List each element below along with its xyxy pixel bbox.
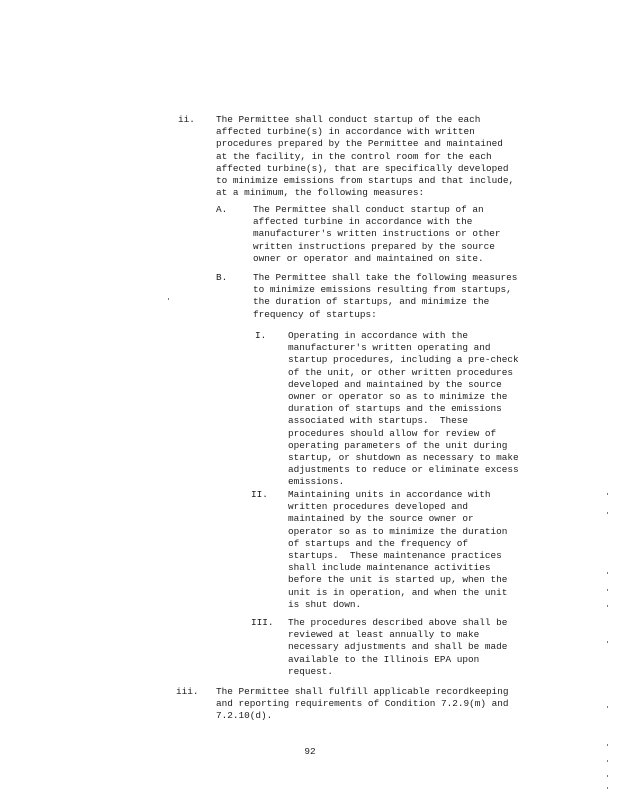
item-A-text: The Permittee shall conduct startup of an affected turbine in accordance with the manufacturer's written instructions or other written instructions prepared by the source owner or operator and maintained on site. xyxy=(253,204,501,264)
item-A-number: A. xyxy=(216,204,228,215)
item-III-number: III. xyxy=(251,617,274,628)
page-number: 92 xyxy=(304,746,316,757)
item-I-number: I. xyxy=(255,330,267,341)
item-iii-number: iii. xyxy=(176,686,199,697)
item-B-text: The Permittee shall take the following measures to minimize emissions resulting from startups, the duration of startups, and minimize the frequency of startups: xyxy=(253,272,518,320)
item-B-number: B. xyxy=(216,272,228,283)
item-iii-text: The Permittee shall fulfill applicable recordkeeping and reporting requirements of Condition 7.2.9(m) and 7.2.10(d). xyxy=(216,686,509,722)
item-ii-text: The Permittee shall conduct startup of the each affected turbine(s) in accordance with written procedures prepared by the Permittee and maintained at the facility, in the control room for the each affected turbine(s), that are specifically developed to minimize emissions from startups and that include, at a minimum, the following measures: xyxy=(216,114,515,199)
item-II-number: II. xyxy=(251,489,268,500)
item-I-text: Operating in accordance with the manufacturer's written operating and startup procedures, including a pre-check of the unit, or other written procedures developed and maintained by the source owner or operator so as to minimize the duration of startups and the emissions associated with startups. These procedures should allow for review of operating parameters of the unit during startup, or shutdown as necessary to make adjustments to reduce or eliminate excess emissions. xyxy=(288,330,519,488)
item-III-text: The procedures described above shall be reviewed at least annually to make necessary adjustments and shall be made available to the Illinois EPA upon request. xyxy=(288,617,508,677)
item-ii-number: ii. xyxy=(178,114,195,125)
item-II-text: Maintaining units in accordance with written procedures developed and maintained by the source owner or operator so as to minimize the duration of startups and the frequency of startups. These maintenance practices shall include maintenance activities before the unit is started up, when the unit is in operation, and when the unit is shut down. xyxy=(288,489,508,610)
